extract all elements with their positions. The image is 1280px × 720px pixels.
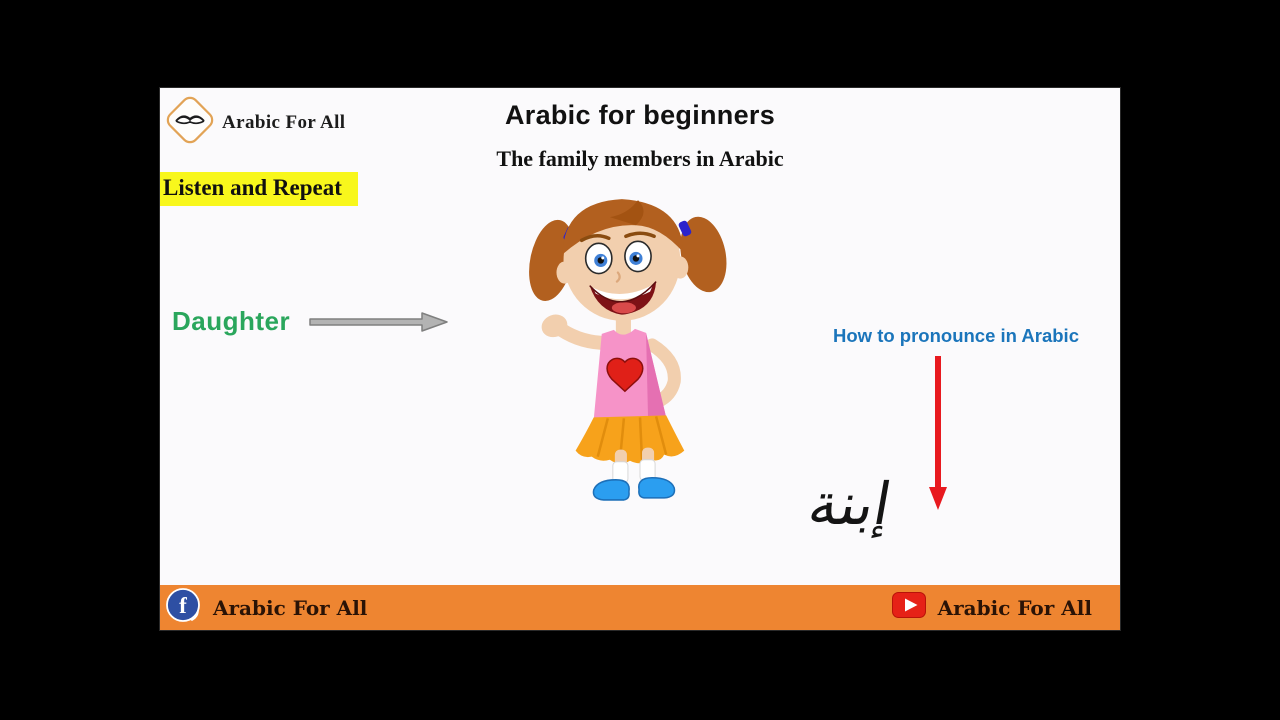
facebook-icon <box>165 587 201 628</box>
youtube-play-icon <box>892 592 926 623</box>
page-subtitle: The family members in Arabic <box>496 146 784 171</box>
facebook-label: Arabic For All <box>213 595 368 620</box>
girl-illustration <box>513 188 765 515</box>
down-arrow-icon <box>928 356 948 517</box>
svg-text:f: f <box>179 593 187 618</box>
instruction-highlight: Listen and Repeat <box>160 172 358 206</box>
youtube-badge <box>892 592 1092 623</box>
logo-label: Arabic For All <box>222 111 346 133</box>
page-title: Arabic for beginners <box>504 100 776 130</box>
arabic-word: إبنة <box>803 470 897 538</box>
facebook-badge <box>165 587 367 628</box>
right-arrow-icon <box>308 309 450 340</box>
youtube-label: Arabic For All <box>937 595 1092 620</box>
pronounce-hint: How to pronounce in Arabic <box>833 325 1079 346</box>
lesson-slide <box>160 88 1120 630</box>
social-footer <box>160 585 1120 630</box>
english-word: Daughter <box>172 306 291 336</box>
